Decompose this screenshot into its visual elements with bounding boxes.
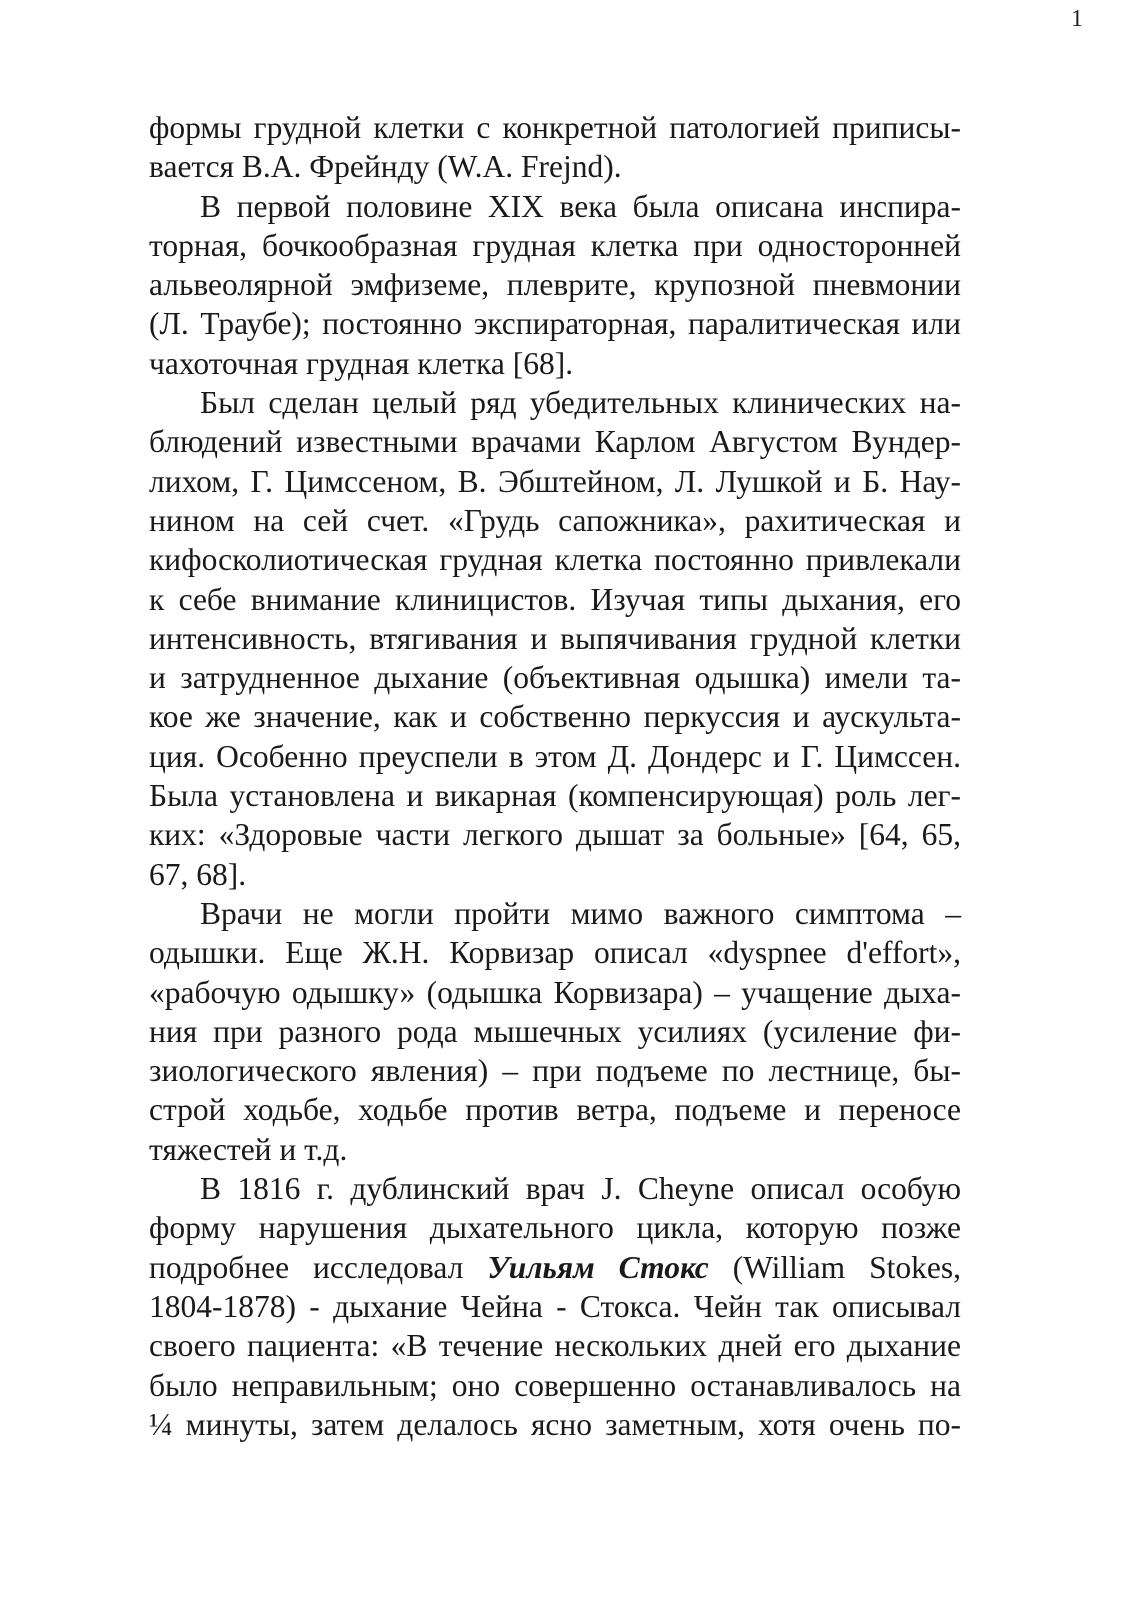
body-text	[149, 108, 961, 1444]
text-line: Был сделан целый ряд убедительных клинических на-	[200, 385, 961, 421]
text-line: кое же значение, как и собственно перкуссия и аускульта-	[149, 699, 961, 735]
text-line: Была установлена и викарная (компенсирующая) роль лег-	[149, 778, 961, 814]
text-line: альвеолярной эмфиземе, плеврите, крупозной пневмонии	[149, 267, 961, 303]
paragraph-4	[149, 894, 961, 1169]
text-line: одышки. Еще Ж.Н. Корвизар описал «dyspnee d'effort»,	[149, 935, 961, 971]
text-line: нином на сей счет. «Грудь сапожника», рахитическая и	[149, 502, 961, 538]
text-line: ¼ минуты, затем делалось ясно заметным, хотя очень по-	[149, 1406, 961, 1442]
text-line: ния при разного рода мышечных усилиях (усиление фи-	[149, 1013, 961, 1049]
text-line-with-emphasis	[149, 1248, 961, 1287]
text-line: чахоточная грудная клетка [68].	[149, 345, 574, 381]
paragraph-2	[149, 187, 961, 383]
text-line: формы грудной клетки с конкретной патологией приписы-	[149, 110, 961, 145]
text-line: торная, бочкообразная грудная клетка при односторонней	[149, 227, 961, 263]
text-line: своего пациента: «В течение нескольких дней его дыхание	[149, 1328, 961, 1364]
text-line: (Л. Траубе); постоянно экспираторная, паралитическая или	[149, 306, 961, 342]
text-line: 1804-1878) - дыхание Чейна - Стокса. Чейн так описывал	[149, 1288, 961, 1324]
text-line: и затрудненное дыхание (объективная одышка) имели та-	[149, 660, 961, 696]
text-line: ция. Особенно преуспели в этом Д. Дондерс и Г. Цимссен.	[149, 738, 961, 774]
paragraph-1	[149, 108, 961, 187]
text-fragment: подробнее исследовал	[149, 1249, 488, 1285]
text-line: кифосколиотическая грудная клетка постоянно привлекали	[149, 542, 961, 578]
paragraph-5	[149, 1169, 961, 1444]
text-line: было неправильным; оно совершенно останавливалось на	[149, 1367, 961, 1403]
page-number: 1	[1071, 6, 1083, 32]
text-line: лихом, Г. Цимссеном, В. Эбштейном, Л. Лушкой и Б. Нау-	[149, 463, 961, 499]
text-line: вается В.А. Фрейнду (W.A. Frejnd).	[149, 149, 622, 185]
text-line: к себе внимание клиницистов. Изучая типы дыхания, его	[149, 581, 961, 617]
text-line: строй ходьбе, ходьбе против ветра, подъеме и переносе	[149, 1092, 961, 1128]
text-line: интенсивность, втягивания и выпячивания грудной клетки	[149, 620, 961, 656]
text-line: Врачи не могли пройти мимо важного симптома –	[200, 895, 961, 931]
text-line: форму нарушения дыхательного цикла, которую позже	[149, 1210, 961, 1246]
text-line: «рабочую одышку» (одышка Корвизара) – учащение дыха-	[149, 974, 961, 1010]
text-line: зиологического явления) – при подъеме по лестнице, бы-	[149, 1053, 961, 1089]
text-line: В 1816 г. дублинский врач J. Cheyne описал особую	[200, 1171, 961, 1207]
text-line: В первой половине XIX века была описана инспира-	[200, 188, 961, 224]
paragraph-3	[149, 383, 961, 894]
text-line: 67, 68].	[149, 856, 247, 892]
text-line: тяжестей и т.д.	[149, 1131, 348, 1167]
author-name-emphasis: Уильям Стокс	[487, 1249, 709, 1285]
text-line: блюдений известными врачами Карлом Августом Вундер-	[149, 424, 961, 460]
text-fragment: (William Stokes,	[708, 1249, 962, 1285]
text-line: ких: «Здоровые части легкого дышат за больные» [64, 65,	[149, 817, 961, 853]
